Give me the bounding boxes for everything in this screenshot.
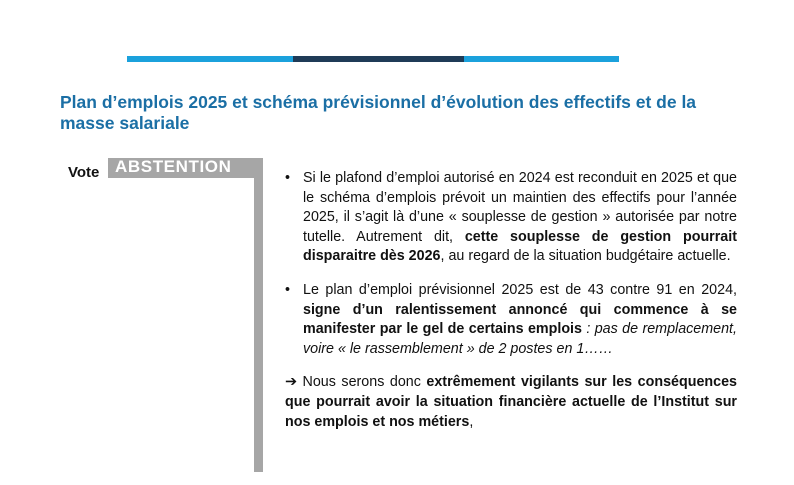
vote-label: Vote: [68, 164, 100, 181]
bullet-icon: •: [285, 281, 291, 298]
header-bar-middle: [293, 56, 464, 62]
bullet-item: [285, 169, 737, 267]
bullet-item: [285, 281, 737, 359]
arrow-icon: ➔: [285, 374, 297, 391]
bullet-emphasis: cette souplesse de gestion pourrait disparaitre dès 2026: [303, 228, 737, 265]
bullet-emphasis: signe d’un ralentissement annoncé qui commence à se manifester par le gel de certains emplois: [303, 301, 737, 338]
bullet-text: Le plan d’emploi prévisionnel 2025 est de 43 contre 91 en 2024,: [303, 281, 737, 298]
page-title: Plan d’emplois 2025 et schéma prévisionnel d’évolution des effectifs et de la masse salariale: [60, 92, 697, 133]
header-bar-left: [127, 56, 293, 62]
conclusion: [285, 373, 737, 432]
conclusion-text-end: ,: [469, 413, 474, 430]
conclusion-emphasis: extrêmement vigilants sur les conséquences que pourrait avoir la situation financière actuelle de l’Institut sur nos emplois et nos métiers: [285, 374, 737, 430]
vertical-divider: [254, 158, 263, 472]
conclusion-text: Nous serons donc: [296, 374, 427, 391]
bullet-text: , au regard de la situation budgétaire actuelle.: [440, 248, 731, 265]
vote-value: ABSTENTION: [115, 157, 232, 176]
bullet-icon: •: [285, 170, 291, 186]
bullet-text: Si le plafond d’emploi autorisé en 2024 est reconduit en 2025 et que le schéma d’emplois prévoit un maintien des effectifs pour l’année 2025, il s’agit là d’une « souplesse de gestion » autorisée par notre tutelle. Autrement dit,: [303, 170, 737, 245]
header-bar-right: [464, 56, 619, 62]
bullet-italic: : pas de remplacement, voire « le rassemblement » de 2 postes en 1……: [303, 321, 737, 357]
content-body: [285, 169, 737, 432]
